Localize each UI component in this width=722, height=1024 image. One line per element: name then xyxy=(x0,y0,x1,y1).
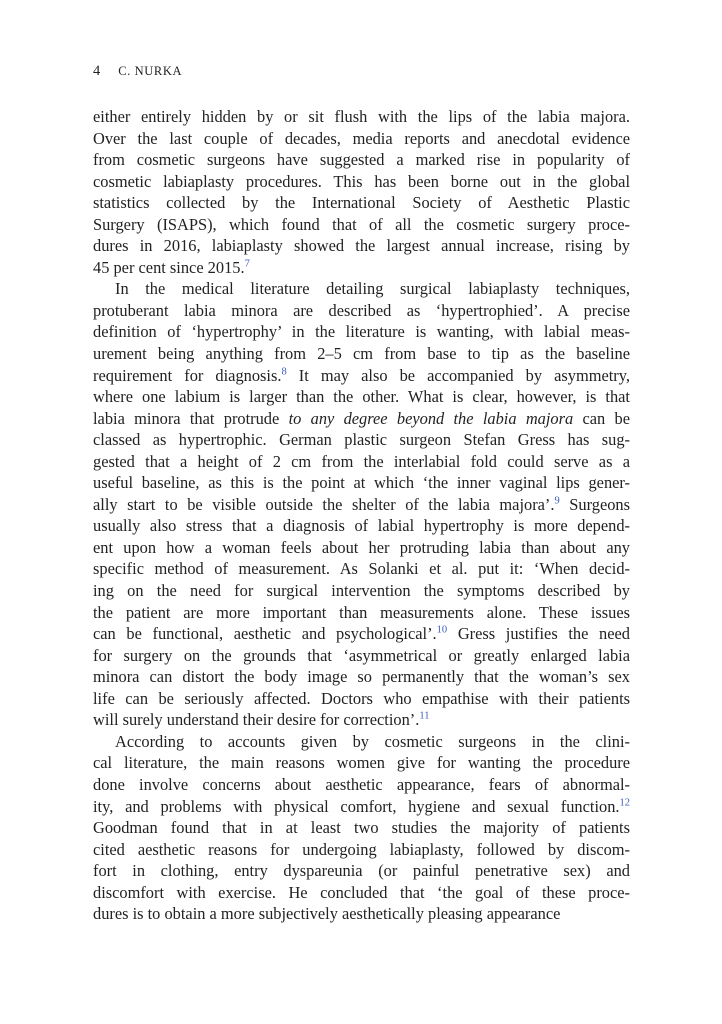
text-segment: where one labium is larger than the other. What is clear, however, is that xyxy=(93,387,630,407)
text-line xyxy=(93,817,630,839)
text-line xyxy=(93,688,630,710)
text-segment: requirement for diagnosis. xyxy=(93,365,282,385)
text-segment: ally start to be visible outside the shelter of the labia majora’. xyxy=(93,494,555,514)
text-segment: dures in 2016, labiaplasty showed the largest annual increase, rising by xyxy=(93,236,630,256)
text-segment: can be xyxy=(573,408,630,428)
text-line xyxy=(93,537,630,559)
text-line xyxy=(93,494,630,516)
text-line xyxy=(93,860,630,882)
text-segment: either entirely hidden by or sit flush with the lips of the labia majora. xyxy=(93,107,630,126)
text-line xyxy=(93,149,630,171)
text-line xyxy=(93,752,630,774)
text-line xyxy=(93,666,630,688)
text-segment: the patient are more important than measurements alone. These issues xyxy=(93,602,630,622)
text-line xyxy=(93,839,630,861)
text-segment: cal literature, the main reasons women give for wanting the procedure xyxy=(93,753,630,773)
text-segment: life can be seriously affected. Doctors who empathise with their patients xyxy=(93,688,630,708)
text-segment: can be functional, aesthetic and psychological’. xyxy=(93,624,437,644)
text-segment: ent upon how a woman feels about her protruding labia than about any xyxy=(93,537,630,557)
text-line xyxy=(93,774,630,796)
text-segment: ing on the need for surgical intervention the symptoms described by xyxy=(93,581,630,601)
text-line xyxy=(93,472,630,494)
text-segment: urement being anything from 2–5 cm from base to tip as the baseline xyxy=(93,344,630,364)
text-segment: In the medical literature detailing surgical labiaplasty techniques, xyxy=(115,279,630,299)
text-line xyxy=(93,515,630,537)
text-line xyxy=(93,192,630,214)
text-line xyxy=(93,558,630,580)
paragraph xyxy=(93,731,630,925)
text-line xyxy=(93,623,630,645)
text-segment: from cosmetic surgeons have suggested a marked rise in popularity of xyxy=(93,150,630,170)
text-line xyxy=(93,580,630,602)
text-segment: ity, and problems with physical comfort, hygiene and sexual function. xyxy=(93,796,620,816)
text-line xyxy=(93,278,630,300)
footnote-reference[interactable]: 12 xyxy=(619,797,630,809)
text-line xyxy=(93,903,630,925)
text-segment: Goodman found that in at least two studies the majority of patients xyxy=(93,818,630,838)
text-segment: minora can distort the body image so permanently that the woman’s sex xyxy=(93,667,630,687)
text-segment: Surgery (ISAPS), which found that of all the cosmetic surgery proce- xyxy=(93,214,630,234)
text-line xyxy=(93,128,630,150)
text-segment: done involve concerns about aesthetic appearance, fears of abnormal- xyxy=(93,774,630,794)
running-head-author: C. NURKA xyxy=(118,64,183,78)
text-segment: for surgery on the grounds that ‘asymmetrical or greatly enlarged labia xyxy=(93,645,630,665)
text-line xyxy=(93,343,630,365)
text-line xyxy=(93,171,630,193)
footnote-reference[interactable]: 8 xyxy=(281,366,287,378)
text-line xyxy=(93,408,630,430)
text-segment: fort in clothing, entry dyspareunia (or painful penetrative sex) and xyxy=(93,861,630,881)
text-segment: useful baseline, as this is the point at which ‘the inner vaginal lips gener- xyxy=(93,473,630,493)
italic-text: to any degree beyond the labia majora xyxy=(288,408,574,428)
footnote-reference[interactable]: 9 xyxy=(554,495,560,507)
text-segment: It may also be accompanied by asymmetry, xyxy=(286,365,630,385)
text-line xyxy=(93,365,630,387)
text-segment: specific method of measurement. As Solanki et al. put it: ‘When decid- xyxy=(93,559,630,579)
text-segment: Surgeons xyxy=(559,494,631,514)
text-line xyxy=(93,429,630,451)
text-line xyxy=(93,321,630,343)
text-line xyxy=(93,235,630,257)
text-line xyxy=(93,731,630,753)
text-line xyxy=(93,882,630,904)
text-segment: will surely understand their desire for correction’. xyxy=(93,710,420,730)
paragraph xyxy=(93,106,630,278)
text-line xyxy=(93,645,630,667)
text-segment: usually also stress that a diagnosis of labial hypertrophy is more depend- xyxy=(93,516,630,536)
text-segment: Over the last couple of decades, media reports and anecdotal evidence xyxy=(93,128,630,148)
text-segment: dures is to obtain a more subjectively aesthetically pleasing appearance xyxy=(93,904,561,924)
footnote-reference[interactable]: 10 xyxy=(436,624,448,636)
text-segment: discomfort with exercise. He concluded that ‘the goal of these proce- xyxy=(93,882,630,902)
text-segment: classed as hypertrophic. German plastic surgeon Stefan Gress has sug- xyxy=(93,430,630,450)
text-line xyxy=(93,106,630,128)
text-line xyxy=(93,796,630,818)
text-segment: According to accounts given by cosmetic surgeons in the clini- xyxy=(115,731,630,751)
text-segment: gested that a height of 2 cm from the interlabial fold could serve as a xyxy=(93,451,630,471)
footnote-reference[interactable]: 7 xyxy=(244,258,250,270)
text-line xyxy=(93,300,630,322)
text-segment: protuberant labia minora are described as ‘hypertrophied’. A precise xyxy=(93,300,630,320)
text-segment: cited aesthetic reasons for undergoing labiaplasty, followed by discom- xyxy=(93,839,630,859)
page-number: 4 xyxy=(93,63,101,79)
text-line xyxy=(93,214,630,236)
text-line xyxy=(93,602,630,624)
running-head xyxy=(93,62,182,80)
text-segment: cosmetic labiaplasty procedures. This has been borne out in the global xyxy=(93,171,630,191)
footnote-reference[interactable]: 11 xyxy=(419,710,430,722)
text-line xyxy=(93,386,630,408)
text-segment: labia minora that protrude xyxy=(93,408,289,428)
text-segment: 45 per cent since 2015. xyxy=(93,257,245,277)
text-segment: definition of ‘hypertrophy’ in the literature is wanting, with labial meas- xyxy=(93,322,630,342)
text-segment: statistics collected by the International Society of Aesthetic Plastic xyxy=(93,193,630,213)
text-line xyxy=(93,709,630,731)
text-line xyxy=(93,451,630,473)
body-text xyxy=(93,106,630,925)
paragraph xyxy=(93,278,630,730)
text-segment: Gress justifies the need xyxy=(447,624,630,644)
text-line xyxy=(93,257,630,279)
